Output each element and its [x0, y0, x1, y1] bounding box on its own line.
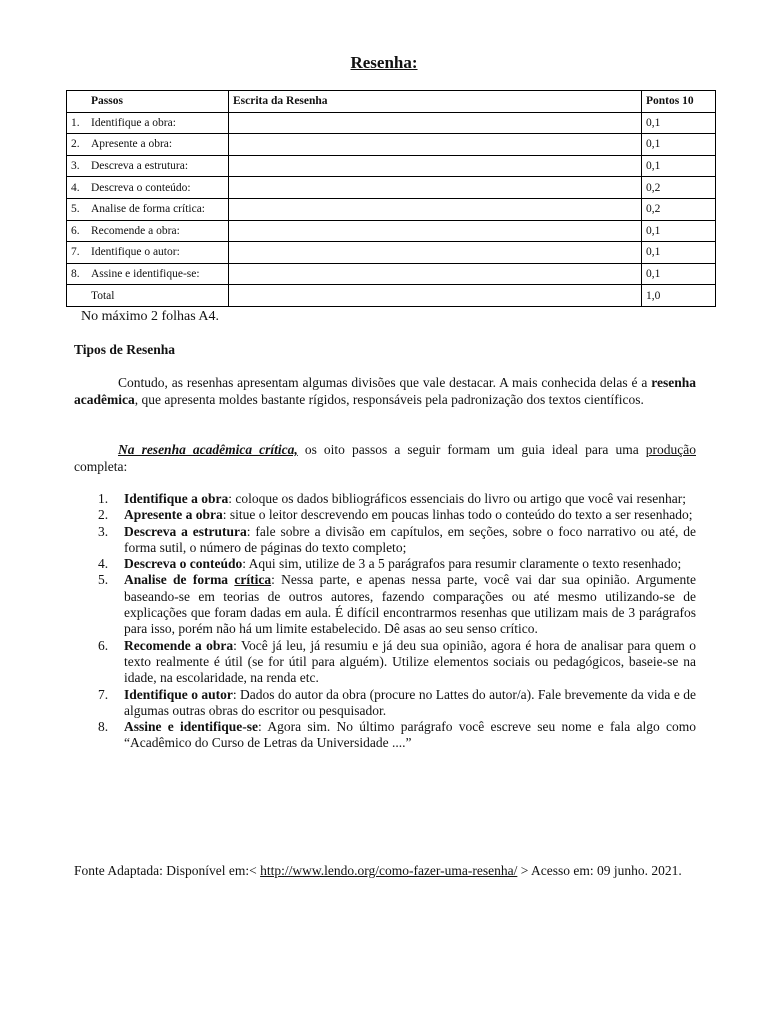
- writing-cell[interactable]: [229, 263, 642, 285]
- table-header-row: [67, 91, 716, 113]
- header-points: Pontos 10: [642, 91, 716, 113]
- p1-bold: resenha acadêmica: [74, 375, 696, 407]
- step-number: 3.: [71, 160, 80, 173]
- step-number: 5.: [98, 572, 109, 588]
- points-cell: 0,2: [642, 198, 716, 220]
- step-label: Identifique o autor:: [91, 246, 180, 259]
- source-suffix: > Acesso em: 09 junho. 2021.: [517, 863, 682, 878]
- step-label: Descreva a estrutura:: [91, 160, 189, 173]
- step-number: 3.: [98, 523, 109, 539]
- list-item: [74, 572, 696, 637]
- step-title-part: Analise de forma: [124, 572, 235, 588]
- points-cell: 0,1: [642, 220, 716, 242]
- step-title: Identifique o autor: [124, 686, 233, 702]
- step-label: Assine e identifique-se:: [91, 268, 200, 281]
- step-label: Recomende a obra:: [91, 224, 180, 237]
- points-cell: 0,1: [642, 263, 716, 285]
- source-prefix: Fonte Adaptada: Disponível em:<: [74, 863, 261, 878]
- step-number: 8.: [98, 719, 109, 735]
- step-text: : fale sobre a divisão em capítulos, em seções, sobre o foco narrativo ou até, de forma sutil, o número de páginas do texto completo;: [124, 523, 696, 555]
- step-label: Analise de forma crítica:: [91, 203, 205, 216]
- step-number: 6.: [71, 224, 80, 237]
- points-cell: 0,2: [642, 177, 716, 199]
- list-item: [74, 507, 696, 523]
- step-text: : coloque os dados bibliográficos essenciais do livro ou artigo que você vai resenhar;: [228, 491, 687, 506]
- step-number: 7.: [71, 246, 80, 259]
- p2-underlined: produção: [645, 442, 696, 457]
- writing-cell[interactable]: [229, 155, 642, 177]
- writing-cell[interactable]: [229, 242, 642, 264]
- table-row: [67, 198, 716, 220]
- intro-paragraph: [74, 374, 696, 408]
- step-text: : Agora sim. No último parágrafo você escreve seu nome e fala algo como “Acadêmico do Curso de Letras da Universidade ....”: [124, 719, 697, 751]
- step-cell: [67, 134, 229, 156]
- step-title: Apresente a obra: [124, 507, 223, 523]
- table-total-row: [67, 285, 716, 307]
- step-text: : Dados do autor da obra (procure no Lattes do autor/a). Fale brevemente da vida e de algumas outras obras do escritor ou pesquisador.: [124, 686, 696, 718]
- table-row: [67, 112, 716, 134]
- step-number: 8.: [71, 268, 80, 281]
- table-row: [67, 220, 716, 242]
- step-title: Descreva o conteúdo: [124, 556, 243, 572]
- writing-cell[interactable]: [229, 112, 642, 134]
- step-number: 1.: [71, 116, 80, 129]
- step-label: Identifique a obra:: [91, 116, 176, 129]
- section-title: Tipos de Resenha: [74, 342, 176, 357]
- document-title: Resenha:: [350, 53, 418, 72]
- table-row: [67, 263, 716, 285]
- step-text: : Nessa parte, e apenas nessa parte, você vai dar sua opinião. Argumente baseando-se em teorias de outros autores, fazendo comparações ou até mesmo utilizando-se de explicações que foram dadas em aula. É difícil encontrarmos resenhas que utilizam mais de 3 parágrafos para isso, porém não há um limite estabelecido. Dê asas ao seu senso crítico.: [124, 572, 697, 637]
- step-title: Identifique a obra: [124, 491, 229, 506]
- step-cell: [67, 242, 229, 264]
- source-link[interactable]: http://www.lendo.org/como-fazer-uma-resenha/: [260, 863, 518, 878]
- p2-lead: Na resenha acadêmica crítica,: [118, 442, 298, 457]
- points-cell: 0,1: [642, 112, 716, 134]
- list-item: [74, 524, 696, 557]
- step-number: 6.: [98, 637, 109, 653]
- step-label: Apresente a obra:: [91, 138, 173, 151]
- step-text: : Aqui sim, utilize de 3 a 5 parágrafos para resumir claramente o texto resenhado;: [242, 556, 682, 572]
- writing-cell[interactable]: [229, 220, 642, 242]
- step-title: Descreva a estrutura: [124, 523, 247, 539]
- list-item: [74, 556, 696, 572]
- list-item: [74, 719, 696, 752]
- rubric-table: [66, 90, 716, 307]
- table-row: [67, 155, 716, 177]
- points-cell: 0,1: [642, 155, 716, 177]
- p2-after: completa:: [74, 459, 128, 474]
- total-points: 1,0: [642, 285, 716, 307]
- list-item: [74, 638, 696, 687]
- p1-after: , que apresenta moldes bastante rígidos, responsáveis pela padronização dos textos científicos.: [134, 392, 644, 407]
- total-label: Total: [67, 285, 229, 307]
- writing-cell[interactable]: [229, 134, 642, 156]
- step-cell: [67, 263, 229, 285]
- step-title: Assine e identifique-se: [124, 719, 259, 735]
- step-text: : Você já leu, já resumiu e já deu sua opinião, agora é hora de analisar para quem o texto realmente é útil (se for útil para alguém). Utilize elementos sociais ou pedagógicos, baseie-se na idade, na escolaridade, na renda etc.: [124, 637, 696, 686]
- table-row: [67, 242, 716, 264]
- table-row: [67, 177, 716, 199]
- header-writing: Escrita da Resenha: [229, 91, 642, 113]
- writing-cell[interactable]: [229, 198, 642, 220]
- list-item: [74, 687, 696, 720]
- list-item: [74, 491, 696, 507]
- points-cell: 0,1: [642, 134, 716, 156]
- step-number: 4.: [98, 556, 109, 572]
- step-cell: [67, 112, 229, 134]
- p2-middle: os oito passos a seguir formam um guia ideal para uma: [297, 442, 646, 457]
- page-limit-note: No máximo 2 folhas A4.: [81, 309, 220, 324]
- step-number: 2.: [71, 138, 80, 151]
- step-number: 4.: [71, 181, 80, 194]
- source-citation: [74, 862, 696, 879]
- step-cell: [67, 155, 229, 177]
- header-steps: Passos: [67, 91, 229, 113]
- step-number: 1.: [98, 491, 109, 506]
- writing-cell[interactable]: [229, 177, 642, 199]
- step-cell: [67, 177, 229, 199]
- step-title: [124, 572, 271, 587]
- step-title: Recomende a obra: [124, 637, 234, 653]
- step-title-underlined: crítica: [234, 572, 272, 588]
- step-cell: [67, 198, 229, 220]
- step-number: 7.: [98, 686, 109, 702]
- p1-before: Contudo, as resenhas apresentam algumas divisões que vale destacar. A mais conhecida delas é a: [118, 375, 652, 390]
- points-cell: 0,1: [642, 242, 716, 264]
- table-row: [67, 134, 716, 156]
- step-number: 5.: [71, 203, 80, 216]
- steps-list: [74, 491, 696, 752]
- guide-paragraph: [74, 441, 696, 475]
- step-text: : situe o leitor descrevendo em poucas linhas todo o conteúdo do texto a ser resenhado;: [222, 507, 693, 523]
- total-writing-cell: [229, 285, 642, 307]
- step-label: Descreva o conteúdo:: [91, 181, 191, 194]
- step-number: 2.: [98, 507, 109, 523]
- step-cell: [67, 220, 229, 242]
